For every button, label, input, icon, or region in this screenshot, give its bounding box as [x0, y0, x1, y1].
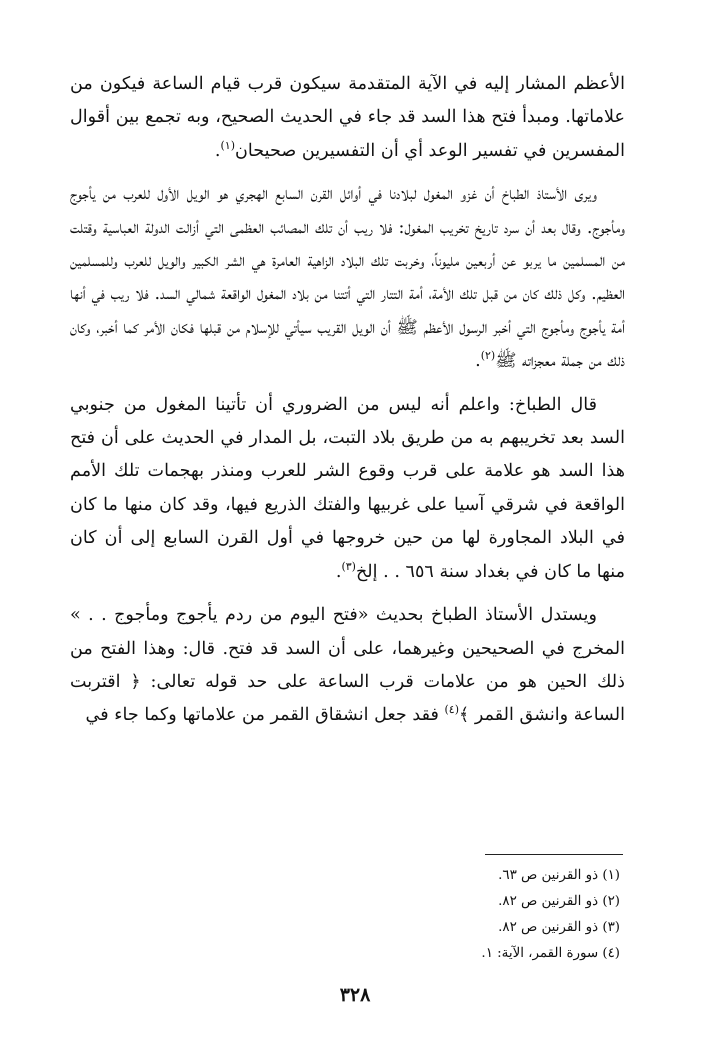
paragraph-text: ويستدل الأستاذ الطباخ بحديث «فتح اليوم من ردم يأجوج ومأجوج . . » المخرج في الصحيحين وغيرهما، على أن السد قد فتح. قال: وهذا الفتح من ذلك الحين هو من علامات قرب الساعة على حد قوله تعالى: ﴿ اقتربت الساعة وانشق القمر ﴾: [70, 605, 625, 726]
footnote: (٢) ذو القرنين ص ٨٢.: [498, 894, 620, 909]
page-number: ٣٢٨: [339, 984, 371, 1006]
paragraph-text: .: [214, 140, 221, 161]
paragraph: [70, 68, 625, 168]
paragraph: [70, 178, 625, 378]
paragraph-text: .: [475, 351, 481, 372]
footnote-marker: (٤): [444, 703, 459, 717]
paragraph-text: الأعظم المشار إليه في الآية المتقدمة سيكون قرب قيام الساعة فيكون من علاماتها. ومبدأ فتح هذا السد قد جاء في الحديث الصحيح، وبه تجمع بين أقوال المفسرين في تفسير الوعد أي أن التفسيرين صحيحان: [70, 74, 625, 161]
footnote-marker: (٢): [480, 349, 496, 363]
footnote: (٣) ذو القرنين ص ٨٢.: [498, 920, 620, 935]
paragraph-text: .: [335, 561, 342, 582]
paragraph-text: فقد جعل انشقاق القمر من علاماتها وكما جاء في: [85, 705, 445, 726]
footnote: (٤) سورة القمر، الآية: ١.: [481, 946, 620, 961]
footnote: (١) ذو القرنين ص ٦٣.: [498, 868, 620, 883]
footnote-marker: (١): [220, 138, 236, 152]
footnote-divider: [485, 854, 623, 855]
paragraph-text: قال الطباخ: واعلم أنه ليس من الضروري أن تأتينا المغول من جنوبي السد بعد تخريبهم به من طريق بلاد التبت، بل المدار في الحديث على أن فتح هذا السد هو علامة على قرب وقوع الشر للعرب ومنذر بهجمات تلك الأمم الواقعة في شرقي آسيا على غربيها والفتك الذريع فيها، وقد كان منها ما كان في البلاد المجاورة لها من حين خروجها في أول القرن السابع إلى أن كان منها ما كان في بغداد سنة ٦٥٦ . . إلخ: [70, 394, 625, 582]
paragraph: [70, 599, 625, 733]
main-text: [70, 68, 625, 743]
footnote-marker: (٣): [341, 559, 356, 573]
paragraph-text: ويرى الأستاذ الطباخ أن غزو المغول لبلادنا في أوائل القرن السابع الهجري هو الويل الأول للعرب من يأجوج ومأجوج. وقال بعد أن سرد تاريخ تخريب المغول: فلا ريب أن تلك المصائب العظمى التي أزالت الدولة العباسية وقتلت من المسلمين ما يربو عن أربعين مليوناً، وخربت تلك البلاد الزاهية العامرة هي الشر الكبير والويل للعرب وللمسلمين العظيم. وكل ذلك كان من قبل تلك الأمة، أمة التتار التي أتتنا من بلاد المغول الواقعة شمالي السد. فلا ريب في أنها أمة يأجوج ومأجوج التي أخبر الرسول الأعظم ﷺ أن الويل القريب سيأتي للإسلام من قبلها فكان الأمر كما أخبر، وكان ذلك من جملة معجزاته ﷺ: [70, 184, 625, 372]
paragraph: [70, 389, 625, 589]
footnotes: [200, 863, 620, 967]
